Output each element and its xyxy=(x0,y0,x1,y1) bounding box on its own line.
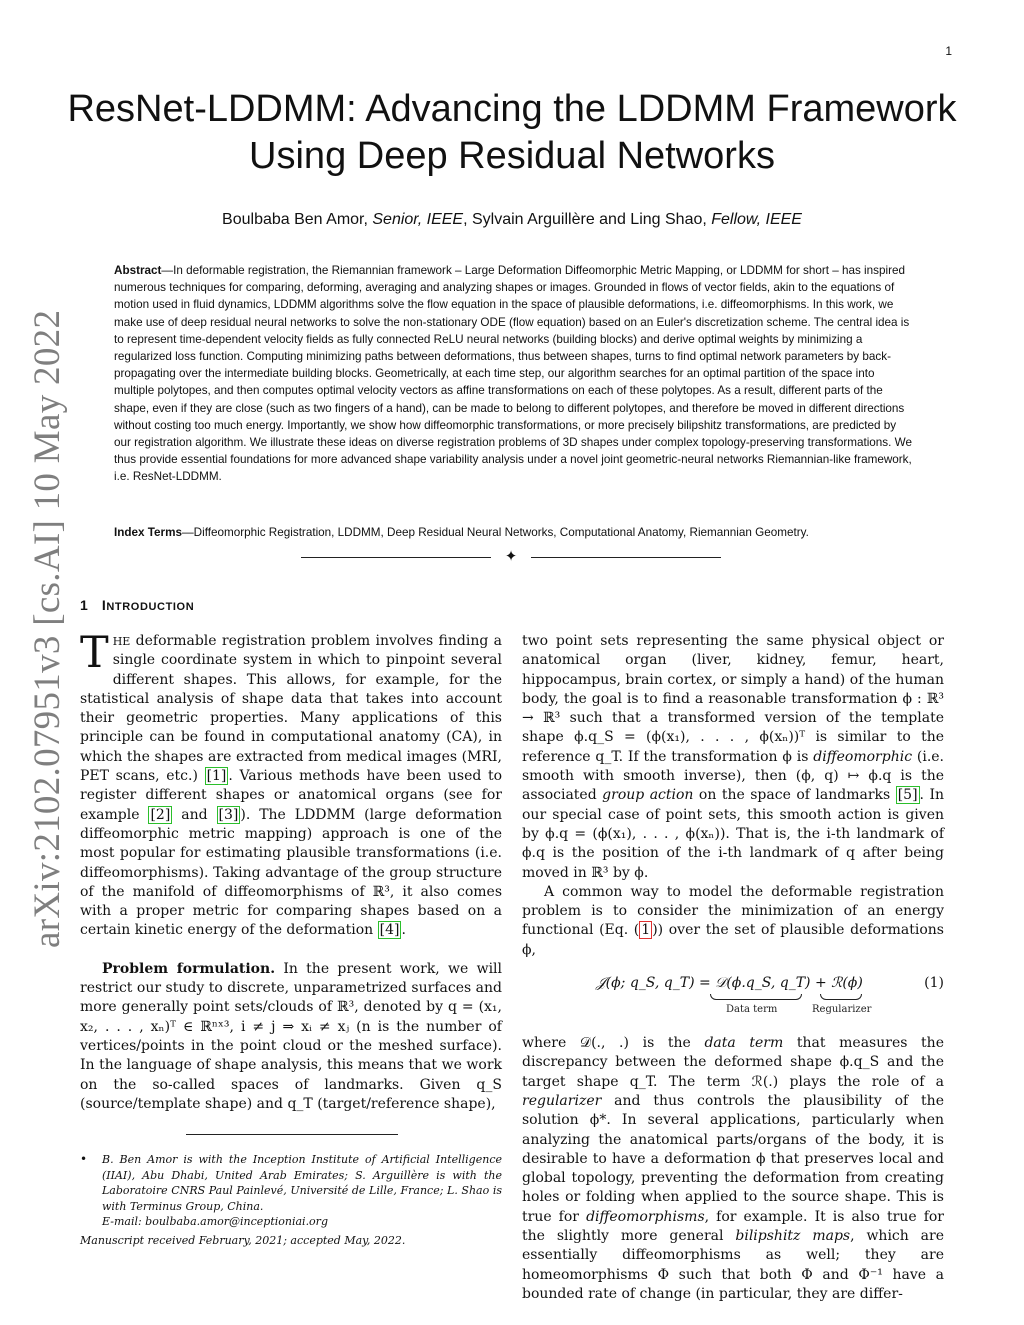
section-number: 1 xyxy=(80,597,89,613)
abstract xyxy=(114,262,912,486)
author-1: Boulbaba Ben Amor, xyxy=(222,211,373,228)
right-column xyxy=(522,632,944,1304)
right-text-b: (i.e. smooth with smooth inverse), then (ϕ, q) ↦ ϕ.q is the associated xyxy=(522,748,945,804)
problem-formulation-text: In the present work, we will restrict our study to discrete, unparametrized surfaces and more generally point sets/clouds of ℝ³, denoted by q = (x₁, x₂, . . . , xₙ)ᵀ ∈ ℝⁿˣ³, i ≠ j ⇒ xᵢ ≠ xⱼ (n is the number of vertices/points in the point cloud or the meshed surface). In the language of shape analysis, this means that we work on the so-called spaces of landmarks. Given q_S (source/template shape) and q_T (target/reference shape), xyxy=(80,960,502,1112)
equation-ref-link[interactable]: 1 xyxy=(641,922,651,939)
intro-text-a: deformable registration problem involves finding a single coordinate system in which to pinpoint several different shapes. This allows, for example, for the statistical analysis of shape data that takes into account their geometric properties. Many applications of this principle can be found in computational anatomy (CA), in which the shapes are extracted from medical images (MRI, PET scans, etc.) xyxy=(80,633,502,785)
index-terms xyxy=(114,524,914,541)
data-term-label: Data term xyxy=(726,1004,778,1016)
right-paragraph-3 xyxy=(522,1034,944,1304)
right-text-f: )) over the set of plausible deformations ϕ, xyxy=(522,922,944,958)
right-text-e: A common way to model the deformable registration problem is to consider the minimization of an energy functional (Eq. ( xyxy=(522,883,944,939)
footnote xyxy=(80,1152,502,1230)
drop-cap: T xyxy=(80,628,109,678)
citation-link[interactable]: [2] xyxy=(150,806,171,823)
intro-paragraph xyxy=(80,628,503,941)
right-text-c: on the space of landmarks xyxy=(693,787,896,804)
right-text-a: two point sets representing the same physical object or anatomical organ (liver, kidney, femur, heart, hippocampus, brain cortex, or simply a hand) of the human body, the goal is to find a reasonable transformation ϕ : ℝ³ → ℝ³ such that a transformed version of the template shape ϕ.q_S = (ϕ(x₁), . . . , ϕ(xₙ))ᵀ is similar to the reference q_T. If the transformation ϕ is xyxy=(522,633,944,765)
footnote-bullet: • xyxy=(80,1152,88,1166)
term-data-term: data term xyxy=(704,1035,784,1052)
left-column xyxy=(80,628,503,1114)
section-title-rest: NTRODUCTION xyxy=(106,601,195,613)
citation-link[interactable]: [5] xyxy=(897,787,918,804)
term-diffeomorphic: diffeomorphic xyxy=(813,748,913,765)
intro-text-d: ). The LDDMM (large deformation diffeomorphic metric mapping) approach is one of the most popular for estimating plausible transformations (i.e. diffeomorphisms). Taking advantage of the group structure of the manifold of diffeomorphisms of ℝ³, it also comes with a proper metric for comparing shapes based on a certain kinetic energy of the deformation xyxy=(80,806,503,939)
problem-formulation-paragraph xyxy=(80,960,502,1114)
right-text-g: where 𝒟(., .) is the xyxy=(522,1035,705,1052)
right-text-j: , for example. It is also true for the slightly more general xyxy=(522,1208,945,1245)
right-text-d: . In our special case of point sets, this smooth action is given by ϕ.q = (ϕ(x₁), . . . , ϕ(xₙ)). That is, the i-th landmark of ϕ.q is the position of the i-th landmark of q after being moved in ℝ³ by ϕ. xyxy=(522,787,945,881)
author-2-3: , Sylvain Arguillère and Ling Shao, xyxy=(463,211,712,228)
abstract-text: —In deformable registration, the Riemannian framework – Large Deformation Diffeomorphic Metric Mapping, or LDDMM for short – has inspired numerous techniques for comparing, deforming, averaging and analyzing shapes or images. Grounded in flows of vector fields, akin to the equations of motion used in fluid dynamics, LDDMM algorithms solve the flow equation in the space of plausible deformations, i.e. diffeomorphisms. In this work, we make use of deep residual neural networks to solve the non-stationary ODE (flow equation) based on an Euler's discretization scheme. The central idea is to represent time-dependent velocity fields as fully connected ReLU neural networks (building blocks) and derive optimal weights by minimizing a regularized loss function. Computing minimizing paths between deformations, thus between shapes, turns to find optimal network parameters by back-propagating over the intermediate building blocks. Geometrically, at each time step, our algorithm searches for an optimal partition of the space into multiple polytopes, and then computes optimal velocity vectors as affine transformations on each of these polytopes. As a result, different parts of the shape, even if they are close (such as two fingers of a hand), can be made to belong to different polytopes, and therefore be moved in different directions without costing too much energy. Importantly, we show how diffeomorphic transformations, or more precisely bilipshitz transformations, are predicted by our registration algorithm. We illustrate these ideas on diverse registration problems of 3D shapes under complex topology-preserving transformations. We thus provide essential foundations for more advanced shape variability analysis under a novel joint geometric-neural networks Riemannian-like framework, i.e. ResNet-LDDMM. xyxy=(114,264,912,484)
footnote-affiliations: B. Ben Amor is with the Inception Institute of Artificial Intelligence (IIAI), Abu Dhabi, United Arab Emirates; S. Arguillère is with the Laboratoire CNRS Paul Painlevé, Université de Lille, France; L. Shao is with Terminus Group, China. xyxy=(102,1153,502,1213)
intro-text-c: and xyxy=(172,806,217,823)
term-regularizer: regularizer xyxy=(522,1092,602,1109)
manuscript-received: Manuscript received February, 2021; accepted May, 2022. xyxy=(80,1234,406,1247)
problem-formulation-label: Problem formulation. xyxy=(102,960,276,977)
equation-body: 𝒥(ϕ; q_S, q_T) = 𝒟(ϕ.q_S, q_T) + ℛ(ϕ) xyxy=(596,975,863,992)
separator-line-right xyxy=(531,557,721,558)
author-3-title: Fellow, IEEE xyxy=(711,211,802,228)
equation-1 xyxy=(522,974,944,1026)
arxiv-stamp: arXiv:2102.07951v3 [cs.AI] 10 May 2022 xyxy=(27,309,68,948)
paper-title: ResNet-LDDMM: Advancing the LDDMM Framework Using Deep Residual Networks xyxy=(67,88,957,177)
citation-link[interactable]: [3] xyxy=(218,806,239,823)
index-terms-label: Index Terms xyxy=(114,526,182,539)
intro-text-b: . Various methods have been used to register different shapes or anatomical organs (see for example xyxy=(80,768,503,823)
section-heading xyxy=(80,597,194,613)
intro-smallcaps: HE xyxy=(112,635,131,648)
footnote-rule xyxy=(186,1134,398,1135)
right-text-h: that measures the discrepancy between the deformed shape ϕ.q_S and the target shape q_T. The term ℛ(.) plays the role of a xyxy=(522,1035,944,1090)
citation-link[interactable]: [4] xyxy=(379,922,400,939)
separator-line-left xyxy=(301,557,491,558)
intro-text-e: . xyxy=(401,922,406,939)
term-group-action: group action xyxy=(602,787,694,804)
right-paragraph-2 xyxy=(522,883,944,960)
citation-link[interactable]: [1] xyxy=(206,768,227,785)
right-paragraph-1 xyxy=(522,632,944,883)
footnote-email: E-mail: boulbaba.amor@inceptioniai.org xyxy=(102,1215,328,1229)
term-bilipshitz-maps: bilipshitz maps xyxy=(735,1228,851,1245)
right-text-i: and thus controls the plausibility of the solution ϕ*. In several applications, particularly when analyzing the anatomical parts/organs of the body, it is desirable to have a deformation ϕ that preserves local and global topology, preventing the deformation from creating holes or folding when applied to the source shape. This is true for xyxy=(522,1092,944,1225)
regularizer-label: Regularizer xyxy=(812,1004,872,1016)
author-1-title: Senior, IEEE xyxy=(372,211,464,228)
equation-number: (1) xyxy=(924,975,944,992)
index-terms-text: —Diffeomorphic Registration, LDDMM, Deep Residual Neural Networks, Computational Anatomy, Riemannian Geometry. xyxy=(181,526,809,539)
separator-diamond-icon: ✦ xyxy=(504,547,518,565)
term-diffeomorphisms: diffeomorphisms xyxy=(586,1208,705,1225)
abstract-label: Abstract xyxy=(114,264,162,277)
authors xyxy=(60,208,964,232)
page-number: 1 xyxy=(945,44,952,58)
section-initial: I xyxy=(101,597,107,613)
right-text-k: , which are essentially diffeomorphisms as well; they are homeomorphisms Φ such that both Φ and Φ⁻¹ have a bounded rate of change (in particular, they are differ- xyxy=(522,1228,944,1302)
